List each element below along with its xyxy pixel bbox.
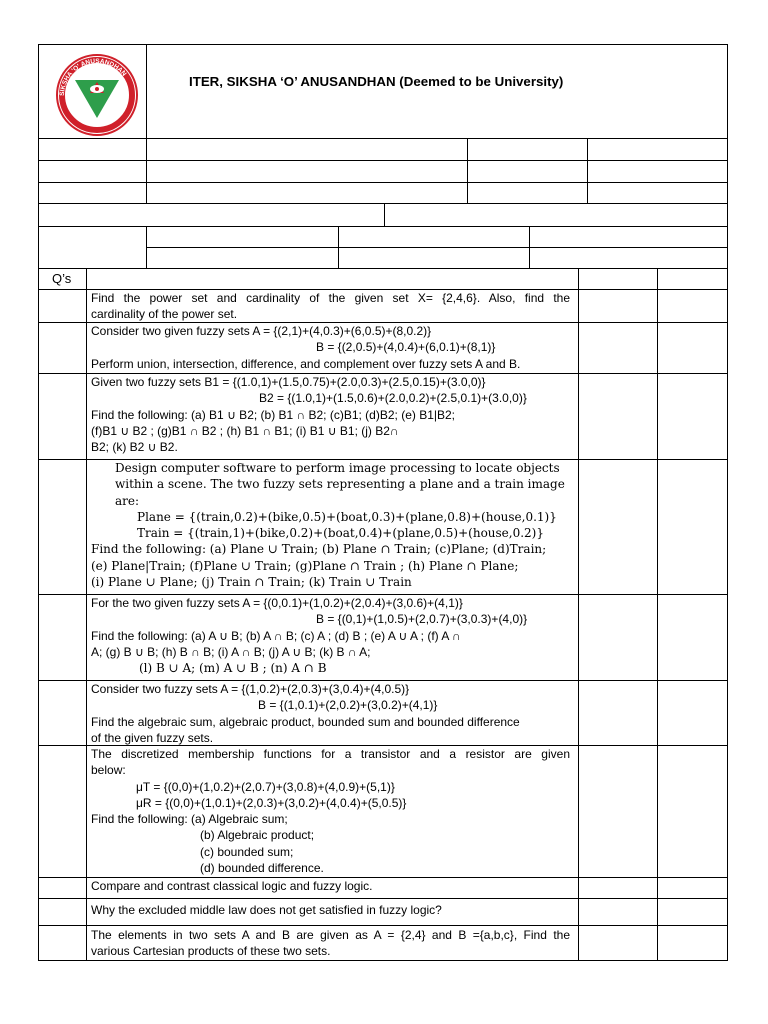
institution-title: ITER, SIKSHA ‘O’ ANUSANDHAN (Deemed to be University) (189, 74, 564, 89)
question-line: Find the following: (a) Algebraic sum; (91, 812, 288, 827)
question-2 (91, 323, 570, 372)
question-line: (c) bounded sum; (200, 844, 294, 859)
question-line: B = {(1,0.1)+(2,0.2)+(3,0.2)+(4,1)} (258, 698, 438, 713)
logo-text-top: SIKSHA 'O' ANUSANDHAN (58, 57, 128, 97)
university-logo (50, 52, 145, 137)
question-line: μT = {(0,0)+(1,0.2)+(2,0.7)+(3,0.8)+(4,0.9)+(5,1)} (136, 779, 395, 794)
question-10 (91, 927, 570, 960)
question-line: (d) bounded difference. (200, 861, 324, 876)
question-line: B2; (k) B2 ∪ B2. (91, 440, 178, 455)
question-line: Train = {(train,1)+(bike,0.2)+(boat,0.4)+(plane,0.5)+(house,0.2)} (137, 526, 544, 541)
question-3 (91, 374, 570, 455)
question-line: Find the following: (a) B1 ∪ B2; (b) B1 ∩ B2; (c)B1; (d)B2; (e) B1|B2; (91, 407, 456, 422)
question-line: (b) Algebraic product; (200, 828, 315, 843)
qs-column-header: Q’s (52, 271, 72, 286)
question-line: (e) Plane|Train; (f)Plane ∪ Train; (g)Plane ∩ Train ; (h) Plane ∩ Plane; (91, 558, 519, 573)
question-line: Find the power set and cardinality of the given set X= {2,4,6}. Also, find the (91, 291, 570, 305)
question-line: Find the following: (a) Plane ∪ Train; (b) Plane ∩ Train; (c)Plane; (d)Train; (91, 542, 547, 557)
question-line: below: (91, 763, 126, 778)
question-line: (l) B ∪ A; (m) A ∪ B ; (n) A ∩ B (139, 661, 327, 676)
question-line: Given two fuzzy sets B1 = {(1.0,1)+(1.5,0.75)+(2.0,0.3)+(2.5,0.15)+(3.0,0)} (91, 375, 486, 389)
question-line: Find the following: (a) A ∪ B; (b) A ∩ B; (c) A ; (d) B ; (e) A ∪ A ; (f) A ∩ (91, 628, 461, 643)
question-line: within a scene. The two fuzzy sets representing a plane and a train image (115, 477, 565, 492)
question-4 (91, 460, 570, 590)
question-line: (i) Plane ∪ Plane; (j) Train ∩ Train; (k) Train ∪ Train (91, 575, 412, 590)
question-line: Find the algebraic sum, algebraic product, bounded sum and bounded difference (91, 714, 520, 729)
question-8 (91, 878, 570, 894)
question-line: The elements in two sets A and B are given as A = {2,4} and B ={a,b,c}, Find the (91, 928, 570, 942)
question-6 (91, 681, 570, 746)
question-line: Plane = {(train,0.2)+(bike,0.5)+(boat,0.3)+(plane,0.8)+(house,0.1)} (137, 509, 557, 524)
question-line: A; (g) B ∪ B; (h) B ∩ B; (i) A ∩ B; (j) A ∪ B; (k) B ∩ A; (91, 644, 371, 659)
question-5 (91, 595, 570, 676)
question-line: For the two given fuzzy sets A = {(0,0.1)+(1,0.2)+(2,0.4)+(3,0.6)+(4,1)} (91, 596, 463, 610)
question-line: Why the excluded middle law does not get satisfied in fuzzy logic? (91, 903, 442, 917)
question-line: B = {(2,0.5)+(4,0.4)+(6,0.1)+(8,1)} (316, 340, 496, 355)
question-line: (f)B1 ∪ B2 ; (g)B1 ∩ B2 ; (h) B1 ∩ B1; (i) B1 ∪ B1; (j) B2∩ (91, 423, 399, 438)
question-line: μR = {(0,0)+(1,0.1)+(2,0.3)+(3,0.2)+(4,0.4)+(5,0.5)} (136, 795, 407, 810)
question-1 (91, 290, 570, 323)
question-line: are: (115, 493, 140, 508)
question-line: of the given fuzzy sets. (91, 730, 214, 745)
question-line: B2 = {(1.0,1)+(1.5,0.6)+(2.0,0.2)+(2.5,0.1)+(3.0,0)} (259, 391, 527, 406)
question-line: cardinality of the power set. (91, 307, 238, 322)
question-line: Compare and contrast classical logic and fuzzy logic. (91, 879, 373, 893)
question-line: Consider two given fuzzy sets A = {(2,1)+(4,0.3)+(6,0.5)+(8,0.2)} (91, 324, 432, 338)
question-line: Consider two fuzzy sets A = {(1,0.2)+(2,0.3)+(3,0.4)+(4,0.5)} (91, 682, 410, 696)
question-line: B = {(0,1)+(1,0.5)+(2,0.7)+(3,0.3)+(4,0)} (316, 612, 528, 627)
question-7 (91, 746, 570, 876)
question-line: The discretized membership functions for a transistor and a resistor are given (91, 747, 570, 761)
question-9 (91, 902, 570, 918)
question-line: various Cartesian products of these two sets. (91, 944, 331, 959)
question-line: Perform union, intersection, difference, and complement over fuzzy sets A and B. (91, 356, 521, 371)
logo-text-bottom: (DEEMED TO BE UNIVERSIT (66, 102, 128, 127)
question-line: Design computer software to perform image processing to locate objects (115, 461, 560, 475)
